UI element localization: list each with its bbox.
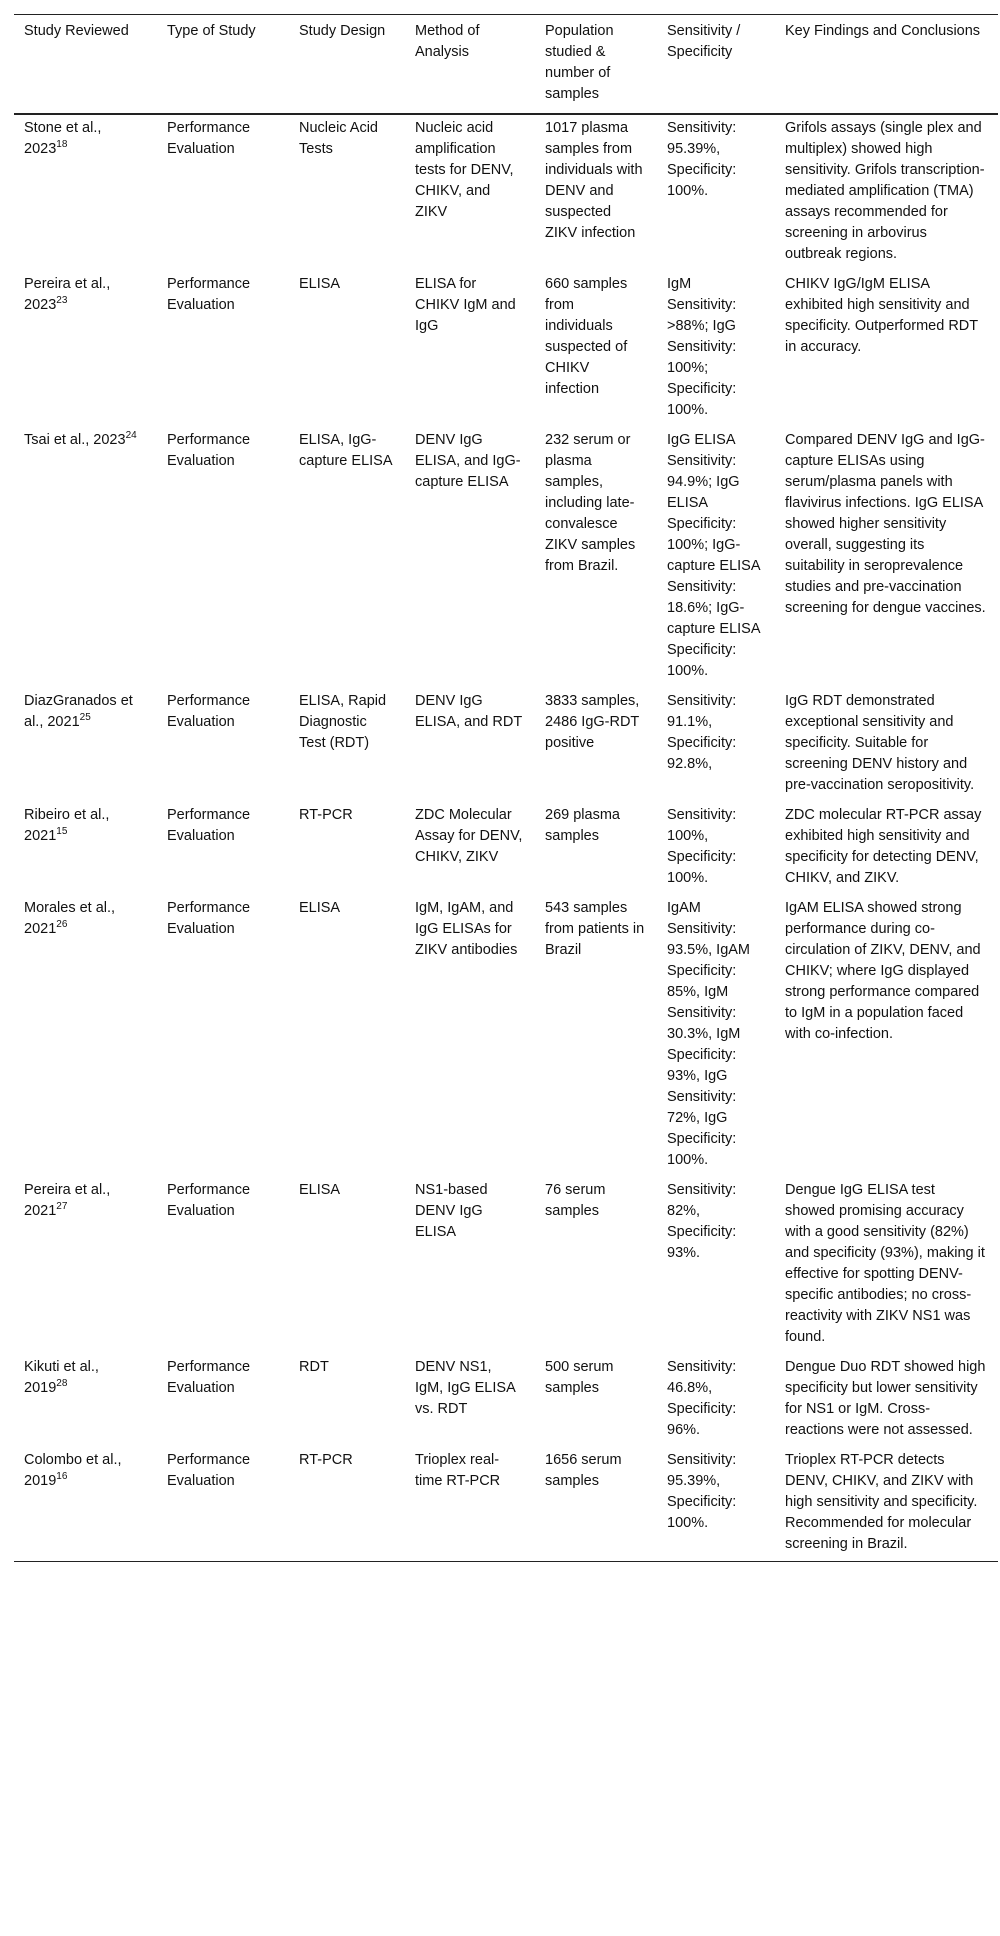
cell-key-findings: ZDC molecular RT-PCR assay exhibited high sensitivity and specificity for detecting DENV, CHIKV, and ZIKV.: [785, 807, 982, 886]
study-name: Tsai et al., 2023: [24, 432, 126, 448]
cell-study-reviewed: [14, 427, 157, 688]
study-name: Stone et al., 2023: [24, 120, 102, 157]
cell-type-of-study: Performance Evaluation: [157, 1447, 289, 1562]
cell-population: 1656 serum samples: [535, 1447, 657, 1562]
cell-study-design: RDT: [299, 1359, 329, 1375]
table-row: [14, 895, 998, 1177]
cell-study-design: RT-PCR: [299, 807, 353, 823]
cell-study-reviewed: [14, 114, 157, 271]
cell-key-findings: IgG RDT demonstrated exceptional sensitivity and specificity. Suitable for screening DENV history and pre-vaccination seropositivity.: [785, 693, 975, 793]
study-name: Colombo et al., 2019: [24, 1452, 122, 1489]
reference-number: 16: [56, 1471, 68, 1483]
cell-sensitivity-specificity: Sensitivity: 100%, Specificity: 100%.: [667, 807, 737, 886]
cell-study-reviewed: [14, 688, 157, 802]
cell-method-of-analysis: DENV IgG ELISA, and IgG-capture ELISA: [415, 432, 521, 490]
cell-method-of-analysis: Trioplex real-time RT-PCR: [405, 1447, 535, 1562]
cell-sensitivity-specificity: Sensitivity: 46.8%, Specificity: 96%.: [667, 1359, 737, 1438]
study-name: Morales et al., 2021: [24, 900, 116, 937]
reference-number: 28: [56, 1378, 68, 1390]
reference-number: 27: [56, 1201, 68, 1213]
cell-sensitivity-specificity: IgG ELISA Sensitivity: 94.9%; IgG ELISA Specificity: 100%; IgG-capture ELISA Sensitivity: 18.6%; IgG-capture ELISA Specificity: 100%.: [667, 432, 760, 679]
cell-study-design: ELISA: [299, 1182, 341, 1198]
cell-population: 543 samples from patients in Brazil: [545, 900, 645, 958]
cell-study-design: ELISA, Rapid Diagnostic Test (RDT): [299, 693, 387, 751]
cell-study-reviewed: [14, 802, 157, 895]
header-method-of-analysis: Method of Analysis: [405, 15, 535, 115]
cell-sensitivity-specificity: Sensitivity: 91.1%, Specificity: 92.8%,: [667, 693, 737, 772]
studies-table: [14, 14, 998, 1562]
header-key-findings: Key Findings and Conclusions: [775, 15, 998, 115]
study-name: Pereira et al., 2021: [24, 1182, 111, 1219]
cell-sensitivity-specificity: IgM Sensitivity: >88%; IgG Sensitivity: 100%; Specificity: 100%.: [667, 276, 737, 418]
table-row: [14, 802, 998, 895]
study-name: Kikuti et al., 2019: [24, 1359, 99, 1396]
study-name: Ribeiro et al., 2021: [24, 807, 110, 844]
cell-study-design: ELISA, IgG-capture ELISA: [299, 432, 393, 469]
reference-number: 24: [125, 430, 137, 442]
cell-sensitivity-specificity: Sensitivity: 95.39%, Specificity: 100%.: [667, 120, 737, 199]
cell-population: 269 plasma samples: [545, 807, 620, 844]
table-row: [14, 114, 998, 271]
studies-table-container: [14, 14, 998, 1562]
cell-study-reviewed: [14, 271, 157, 427]
cell-population: 660 samples from individuals suspected of CHIKV infection: [545, 276, 628, 397]
reference-number: 18: [56, 139, 68, 151]
cell-key-findings: Grifols assays (single plex and multiplex) showed high sensitivity. Grifols transcription-mediated amplification (TMA) assays recommended for screening in arbovirus outbreak regions.: [785, 120, 985, 262]
header-row: [14, 15, 998, 115]
cell-type-of-study: Performance Evaluation: [167, 120, 251, 157]
cell-study-design: Nucleic Acid Tests: [299, 120, 378, 157]
header-sensitivity-specificity: Sensitivity / Specificity: [657, 15, 775, 115]
cell-method-of-analysis: DENV IgG ELISA, and RDT: [415, 693, 523, 730]
cell-method-of-analysis: DENV NS1, IgM, IgG ELISA vs. RDT: [415, 1359, 515, 1417]
table-row: [14, 1177, 998, 1354]
cell-method-of-analysis: Nucleic acid amplification tests for DENV, CHIKV, and ZIKV: [415, 120, 514, 220]
header-type-of-study: Type of Study: [157, 15, 289, 115]
cell-key-findings: Dengue Duo RDT showed high specificity but lower sensitivity for NS1 or IgM. Cross-reactions were not assessed.: [785, 1359, 986, 1438]
cell-type-of-study: Performance Evaluation: [167, 1359, 251, 1396]
cell-sensitivity-specificity: Sensitivity: 82%, Specificity: 93%.: [667, 1182, 737, 1261]
cell-key-findings: CHIKV IgG/IgM ELISA exhibited high sensitivity and specificity. Outperformed RDT in accuracy.: [785, 276, 978, 355]
cell-type-of-study: Performance Evaluation: [167, 1182, 251, 1219]
table-row: [14, 271, 998, 427]
cell-study-design: RT-PCR: [289, 1447, 405, 1562]
cell-method-of-analysis: IgM, IgAM, and IgG ELISAs for ZIKV antibodies: [415, 900, 518, 958]
cell-key-findings: Compared DENV IgG and IgG-capture ELISAs using serum/plasma panels with flavivirus infections. IgG ELISA showed higher sensitivity overall, suggesting its suitability in seroprevalence studies and pre-vaccination screening for dengue vaccines.: [785, 432, 986, 616]
study-name: DiazGranados et al., 2021: [24, 693, 133, 730]
cell-type-of-study: Performance Evaluation: [167, 807, 251, 844]
cell-population: 3833 samples, 2486 IgG-RDT positive: [545, 693, 640, 751]
table-row: [14, 1447, 998, 1562]
cell-study-reviewed: [14, 1177, 157, 1354]
cell-type-of-study: Performance Evaluation: [167, 432, 251, 469]
table-row: [14, 1354, 998, 1447]
cell-method-of-analysis: NS1-based DENV IgG ELISA: [415, 1182, 488, 1240]
table-row: [14, 688, 998, 802]
reference-number: 25: [79, 712, 91, 724]
reference-number: 23: [56, 295, 68, 307]
cell-study-design: ELISA: [299, 276, 341, 292]
cell-study-design: ELISA: [299, 900, 341, 916]
table-row: [14, 427, 998, 688]
header-study-reviewed: Study Reviewed: [14, 15, 157, 115]
cell-method-of-analysis: ZDC Molecular Assay for DENV, CHIKV, ZIKV: [415, 807, 523, 865]
cell-population: 76 serum samples: [545, 1182, 606, 1219]
cell-key-findings: Trioplex RT-PCR detects DENV, CHIKV, and ZIKV with high sensitivity and specificity. Recommended for molecular screening in Brazil.: [775, 1447, 998, 1562]
cell-sensitivity-specificity: Sensitivity: 95.39%, Specificity: 100%.: [657, 1447, 775, 1562]
header-population: Population studied & number of samples: [535, 15, 657, 115]
cell-key-findings: IgAM ELISA showed strong performance during co-circulation of ZIKV, DENV, and CHIKV; where IgG displayed strong performance compared to IgM in a population faced with co-infection.: [785, 900, 981, 1042]
table-body: [14, 114, 998, 1562]
cell-study-reviewed: [14, 895, 157, 1177]
cell-sensitivity-specificity: IgAM Sensitivity: 93.5%, IgAM Specificity: 85%, IgM Sensitivity: 30.3%, IgM Specificity: 93%, IgG Sensitivity: 72%, IgG Specificity: 100%.: [667, 900, 751, 1168]
header-study-design: Study Design: [289, 15, 405, 115]
cell-type-of-study: Performance Evaluation: [167, 900, 251, 937]
cell-population: 232 serum or plasma samples, including late-convalesce ZIKV samples from Brazil.: [545, 432, 636, 574]
reference-number: 26: [56, 919, 68, 931]
study-name: Pereira et al., 2023: [24, 276, 111, 313]
cell-study-reviewed: [14, 1354, 157, 1447]
cell-key-findings: Dengue IgG ELISA test showed promising accuracy with a good sensitivity (82%) and specificity (93%), making it effective for spotting DENV-specific antibodies; no cross-reactivity with ZIKV NS1 was found.: [785, 1182, 985, 1345]
cell-study-reviewed: [14, 1447, 157, 1562]
cell-method-of-analysis: ELISA for CHIKV IgM and IgG: [415, 276, 516, 334]
cell-population: 500 serum samples: [545, 1359, 614, 1396]
cell-type-of-study: Performance Evaluation: [167, 693, 251, 730]
cell-type-of-study: Performance Evaluation: [167, 276, 251, 313]
cell-population: 1017 plasma samples from individuals with DENV and suspected ZIKV infection: [545, 120, 643, 241]
reference-number: 15: [56, 826, 68, 838]
table-header: [14, 15, 998, 115]
